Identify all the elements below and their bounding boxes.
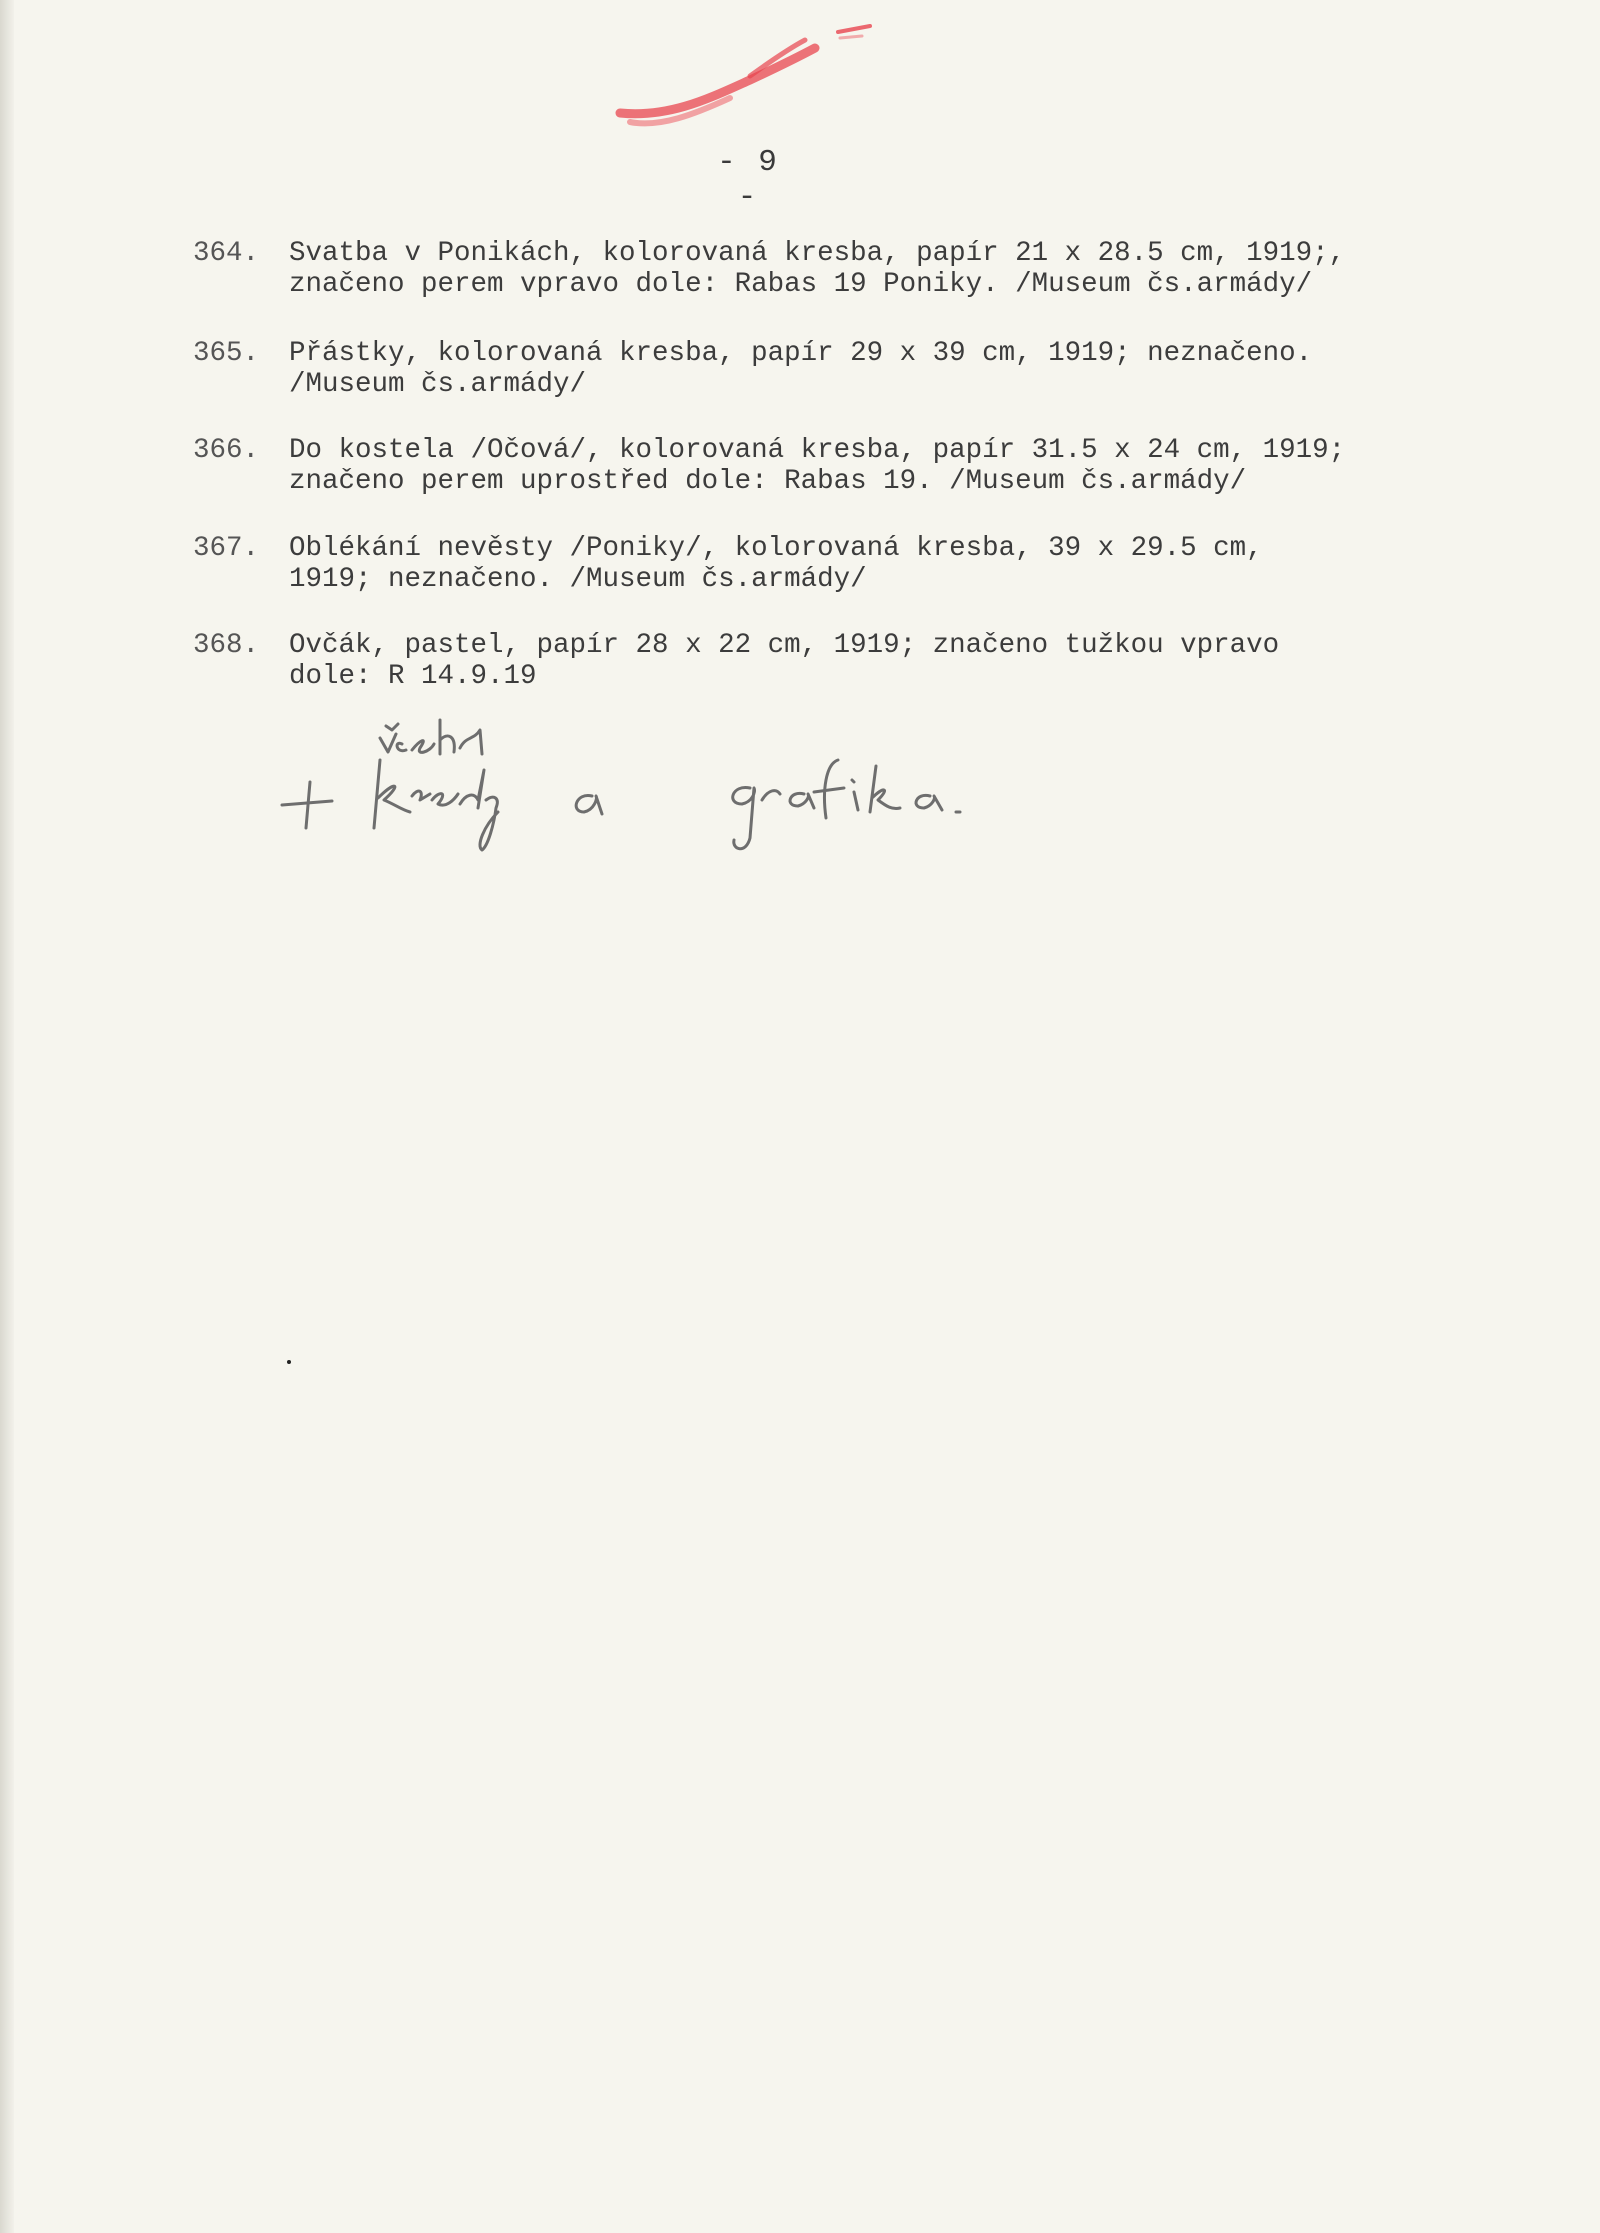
page-number: - 9 - [717, 145, 779, 215]
red-crayon-mark [600, 18, 880, 138]
entry-line-2: značeno perem uprostřed dole: Rabas 19. /Museum čs.armády/ [289, 466, 1247, 497]
entry-line-1: Oblékání nevěsty /Poniky/, kolorovaná kresba, 39 x 29.5 cm, [289, 533, 1263, 564]
entry-line-2: /Museum čs.armády/ [289, 369, 587, 400]
entry-number: 368. [193, 630, 260, 661]
entry-line-2: dole: R 14.9.19 [289, 661, 537, 692]
entry-number: 364. [193, 238, 260, 269]
entry-line-1: Svatba v Ponikách, kolorovaná kresba, papír 21 x 28.5 cm, 1919;, [289, 238, 1346, 269]
catalog-entry-367 [193, 533, 1533, 595]
entry-line-2: značeno perem vpravo dole: Rabas 19 Poniky. /Museum čs.armády/ [289, 269, 1313, 300]
entry-line-1: Ovčák, pastel, papír 28 x 22 cm, 1919; značeno tužkou vpravo [289, 630, 1280, 661]
catalog-entry-366 [193, 435, 1533, 497]
entry-line-1: Přástky, kolorovaná kresba, papír 29 x 39 cm, 1919; neznačeno. [289, 338, 1313, 369]
entry-number: 367. [193, 533, 260, 564]
ink-dot [287, 1360, 291, 1364]
handwritten-annotation [270, 700, 1090, 870]
page-edge-shadow [0, 0, 14, 2233]
entry-line-2: 1919; neznačeno. /Museum čs.armády/ [289, 564, 867, 595]
catalog-entry-365 [193, 338, 1533, 400]
entry-number: 366. [193, 435, 260, 466]
entry-number: 365. [193, 338, 260, 369]
catalog-entry-364 [193, 238, 1533, 300]
entry-line-1: Do kostela /Očová/, kolorovaná kresba, papír 31.5 x 24 cm, 1919; [289, 435, 1346, 466]
catalog-entry-368 [193, 630, 1533, 692]
